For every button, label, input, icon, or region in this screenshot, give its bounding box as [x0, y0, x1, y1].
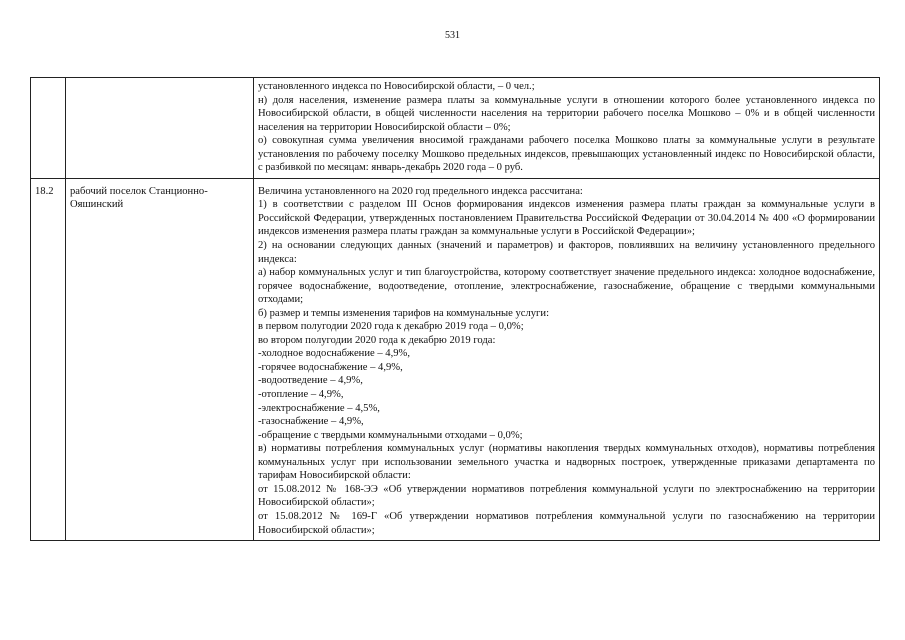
text-line: во втором полугодии 2020 года к декабрю 2019 года: [258, 334, 496, 346]
text-line: -холодное водоснабжение – 4,9%, [258, 348, 410, 360]
document-table [30, 77, 880, 541]
text-line: установленного индекса по Новосибирской области, – 0 чел.; [258, 81, 535, 92]
text-line: 2) на основании следующих данных (значений и параметров) и факторов, повлиявших на величину установленного предельного индекса: [258, 240, 875, 265]
description-cell [254, 78, 880, 179]
text-line: в первом полугодии 2020 года к декабрю 2019 года – 0,0%; [258, 321, 524, 333]
text-line: от 15.08.2012 № 168-ЭЭ «Об утверждении нормативов потребления коммунальной услуги по электроснабжению на территории Новосибирской области»; [258, 483, 875, 509]
description-cell [254, 178, 880, 540]
row-number-cell: 18.2 [31, 178, 66, 540]
text-line: -газоснабжение – 4,9%, [258, 416, 364, 428]
text-line: Величина установленного на 2020 год предельного индекса рассчитана: [258, 185, 583, 197]
text-line: от 15.08.2012 № 169-Г «Об утверждении нормативов потребления коммунальной услуги по газоснабжению на территории Новосибирской области»; [258, 510, 875, 536]
text-line: в) нормативы потребления коммунальных услуг (нормативы накопления твердых коммунальных отходов), нормативы потребления коммунальных услуг при использовании земельного участка и надворных построек, утвержденные приказами департамента по тарифам Новосибирской области: [258, 443, 875, 482]
table-row [31, 78, 880, 179]
text-line: о) совокупная сумма увеличения вносимой гражданами рабочего поселка Мошково платы за коммунальные услуги в результате установления по рабочему поселку Мошково предельных индексов, превышающих установленный индекс по Новосибирской области, с разбивкой по месяцам: январь-декабрь 2020 года – 0 руб. [258, 135, 875, 174]
settlement-name-cell [66, 78, 254, 179]
page-number: 531 [445, 30, 460, 41]
text-line: б) размер и темпы изменения тарифов на коммунальные услуги: [258, 307, 550, 319]
text-line: -горячее водоснабжение – 4,9%, [258, 361, 403, 373]
text-line: -отопление – 4,9%, [258, 389, 344, 401]
text-line: -водоотведение – 4,9%, [258, 375, 363, 387]
settlement-name-cell: рабочий поселок Станционно-Ояшинский [66, 178, 254, 540]
text-line: 1) в соответствии с разделом III Основ формирования индексов изменения размера платы граждан за коммунальные услуги в Российской Федерации, утвержденных постановлением Правительства Российской Федерации от 30.04.2014 № 400 «О формировании индексов изменения размера платы граждан за коммунальные услуги в Российской Федерации»; [258, 199, 875, 238]
text-line: а) набор коммунальных услуг и тип благоустройства, которому соответствует значение предельного индекса: холодное водоснабжение, горячее водоснабжение, водоотведение, отопление, электроснабжение, газоснабжение, обращение с твердыми коммунальными отходами; [258, 267, 875, 306]
text-line: -электроснабжение – 4,5%, [258, 402, 380, 414]
text-line: -обращение с твердыми коммунальными отходами – 0,0%; [258, 429, 523, 441]
row-number-cell [31, 78, 66, 179]
text-line: н) доля населения, изменение размера платы за коммунальные услуги в отношении которого более установленного индекса по Новосибирской области, в общей численности населения на территории рабочего поселка Мошково – 0% и в общей численности населения на территории Новосибирской области – 0%; [258, 94, 875, 133]
table-row [31, 178, 880, 540]
